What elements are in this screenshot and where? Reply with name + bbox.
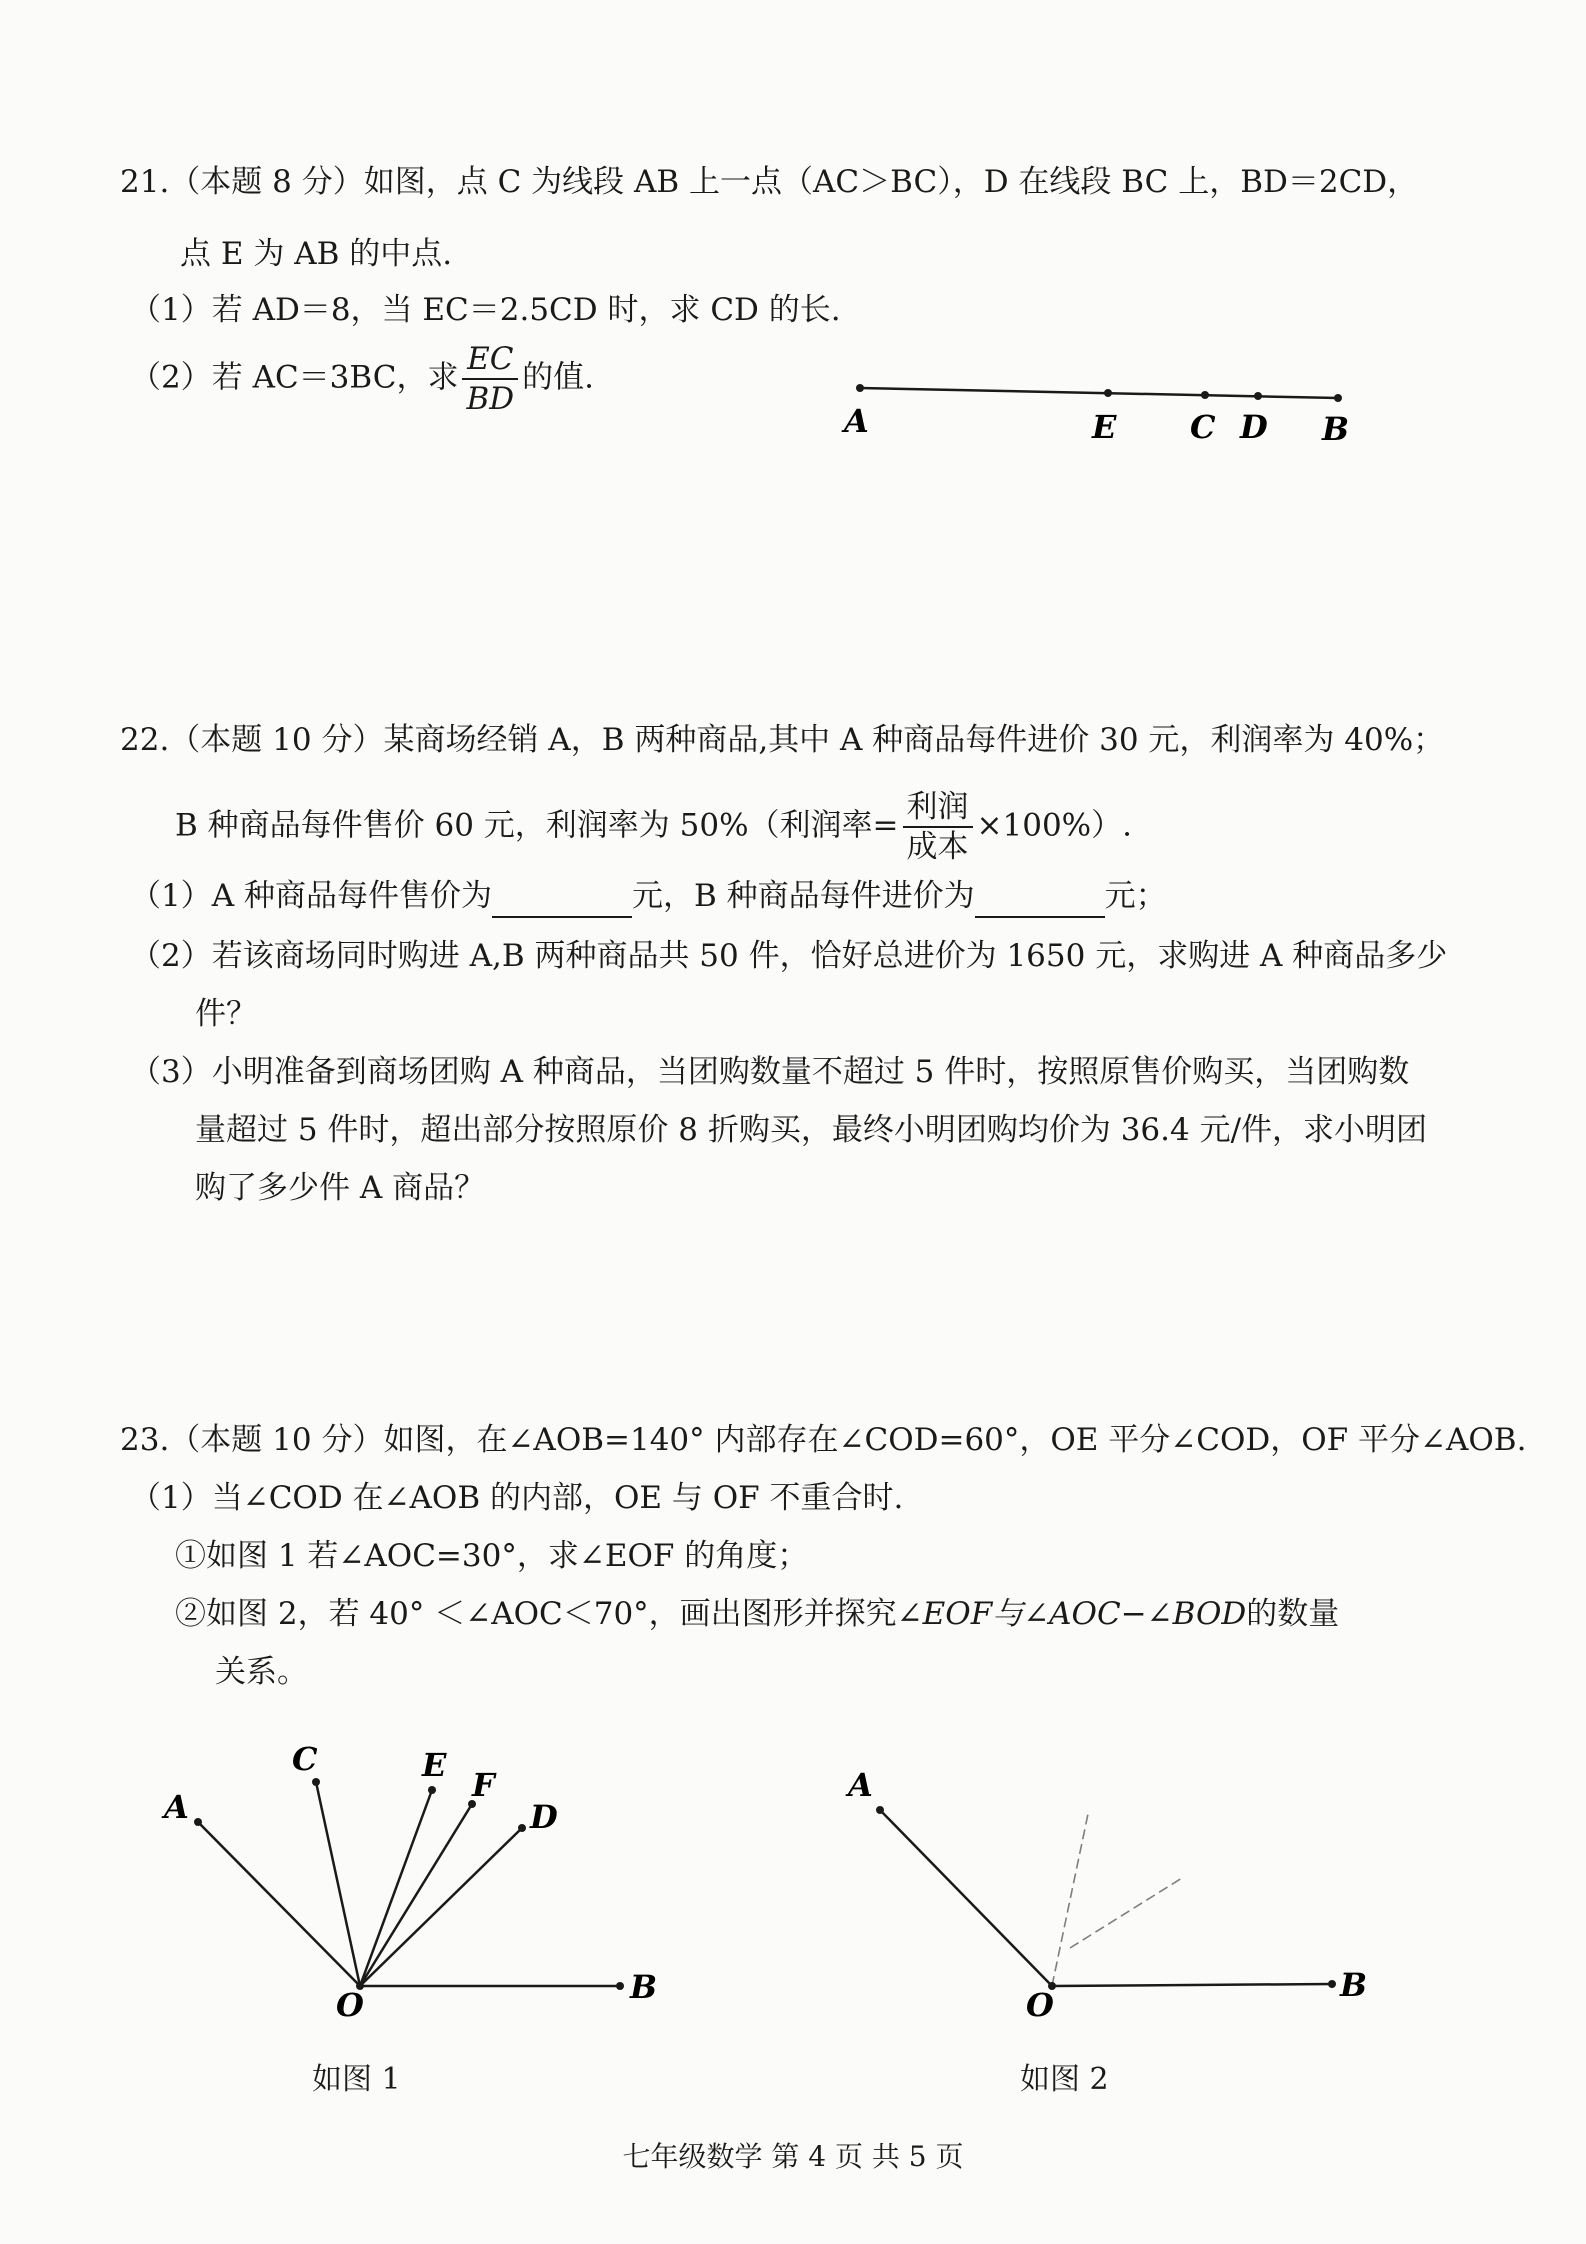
- fig2-label-o: O: [1026, 1986, 1054, 2020]
- point-a: [856, 384, 864, 392]
- label-b: B: [1322, 410, 1350, 448]
- page-footer: 七年级数学 第 4 页 共 5 页: [622, 2140, 964, 2173]
- fig1-caption: 如图 1: [312, 2062, 401, 2097]
- q23-sub1: ①如图 1 若∠AOC=30°，求∠EOF 的角度；: [175, 1538, 809, 1574]
- segment-ab: [860, 388, 1338, 398]
- q23-figure-2: [830, 1740, 1390, 2020]
- q22-blank-a-price[interactable]: [492, 876, 632, 918]
- fig2-label-b: B: [1340, 1966, 1368, 2004]
- q22-blank-b-cost[interactable]: [975, 876, 1105, 918]
- q22-fraction: [903, 788, 973, 866]
- q22-part1: [130, 876, 1167, 918]
- q21-part2-post: 的值.: [522, 359, 594, 396]
- q21-part2: [130, 340, 594, 418]
- q22-part1-a: （1）A 种商品每件售价为: [130, 878, 492, 914]
- fig2-ray-oa: [880, 1810, 1052, 1986]
- fig1-label-a: A: [164, 1788, 189, 1826]
- q23-sub2-expr: ∠EOF与∠AOC−∠BOD: [896, 1596, 1247, 1632]
- q21-figure: [830, 370, 1350, 460]
- label-d: D: [1240, 408, 1268, 446]
- q23-sub2-post: 的数量: [1246, 1596, 1340, 1632]
- point-e: [1104, 389, 1112, 397]
- label-e: E: [1092, 408, 1117, 446]
- point-c: [1201, 391, 1209, 399]
- q22-line2-pre: B 种商品每件售价 60 元，利润率为 50%（利润率=: [175, 807, 899, 844]
- ray-oc: [316, 1782, 360, 1986]
- fig2-sketch-ray-2: [1070, 1878, 1182, 1948]
- q23-sub2-l2: 关系。: [215, 1654, 308, 1690]
- q23-figure-1: [150, 1730, 710, 2030]
- fig1-label-d: D: [530, 1798, 558, 1836]
- q23-line1: 23.（本题 10 分）如图，在∠AOB=140° 内部存在∠COD=60°，OE 平分∠COD，OF 平分∠AOB.: [120, 1422, 1527, 1458]
- q23-sub2-pre: ②如图 2，若 40° ＜∠AOC＜70°，画出图形并探究: [175, 1596, 897, 1632]
- fig1-label-e: E: [422, 1746, 447, 1784]
- q21-part1: （1）若 AD＝8，当 EC＝2.5CD 时，求 CD 的长.: [130, 292, 841, 328]
- fig1-label-o: O: [336, 1986, 364, 2024]
- q22-part1-b: 元，B 种商品每件进价为: [631, 878, 975, 914]
- point-d: [1254, 392, 1262, 400]
- q21-line2: 点 E 为 AB 的中点.: [180, 236, 453, 272]
- label-c: C: [1190, 408, 1216, 446]
- label-a: A: [844, 402, 869, 440]
- q22-part2-l2: 件？: [195, 996, 257, 1032]
- q22-fraction-num: 利润: [903, 788, 973, 828]
- q22-part2-l1: （2）若该商场同时购进 A,B 两种商品共 50 件，恰好总进价为 1650 元，求购进 A 种商品多少: [130, 938, 1448, 974]
- q22-fraction-den: 成本: [906, 829, 969, 865]
- q22-part3-l3: 购了多少件 A 商品？: [195, 1170, 486, 1206]
- q22-part3-l1: （3）小明准备到商场团购 A 种商品，当团购数量不超过 5 件时，按照原售价购买，当团购数: [130, 1054, 1410, 1090]
- q23-sub2: [175, 1594, 1339, 1634]
- q21-fraction: [462, 340, 518, 418]
- q22-line1: 22.（本题 10 分）某商场经销 A，B 两种商品,其中 A 种商品每件进价 30 元，利润率为 40%；: [120, 722, 1445, 758]
- q22-part3-l2: 量超过 5 件时，超出部分按照原价 8 折购买，最终小明团购均价为 36.4 元/件，求小明团: [195, 1112, 1428, 1148]
- fig1-label-c: C: [292, 1740, 318, 1778]
- q21-line1: 21.（本题 8 分）如图，点 C 为线段 AB 上一点（AC＞BC），D 在线段 BC 上，BD＝2CD，: [120, 164, 1419, 200]
- q22-line2-post: ×100%）.: [976, 807, 1132, 844]
- ray-od: [360, 1828, 522, 1986]
- fig2-ray-ob: [1052, 1984, 1332, 1986]
- fig1-label-f: F: [472, 1766, 495, 1804]
- ray-oa: [198, 1822, 360, 1986]
- point-b: [1334, 394, 1342, 402]
- q21-fraction-num: EC: [462, 340, 518, 380]
- q23-part1: （1）当∠COD 在∠AOB 的内部，OE 与 OF 不重合时.: [130, 1480, 904, 1516]
- q22-part1-c: 元；: [1104, 878, 1167, 914]
- q21-fraction-den: BD: [466, 381, 515, 417]
- fig2-sketch-ray-1: [1052, 1814, 1088, 1986]
- q21-part2-pre: （2）若 AC＝3BC，求: [130, 359, 459, 396]
- fig1-label-b: B: [630, 1968, 658, 2006]
- q22-line2: [175, 788, 1132, 866]
- fig2-label-a: A: [848, 1766, 873, 1804]
- fig2-caption: 如图 2: [1020, 2062, 1109, 2097]
